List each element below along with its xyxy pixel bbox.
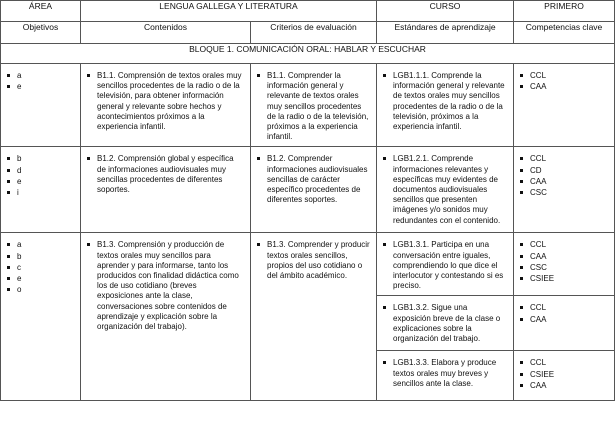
contenido-text: B1.2. Comprensión global y específica de informaciones audiovisuales muy sencillas procedentes de diferentes soportes. — [97, 154, 234, 195]
bullet-icon — [7, 277, 10, 280]
competencia-item: CAA — [520, 252, 608, 262]
competencia-item: CSIEE — [520, 274, 608, 284]
col-header-contenidos-label: Contenidos — [143, 22, 187, 32]
objective-item: e — [7, 82, 74, 92]
bullet-icon — [520, 373, 523, 376]
bullet-icon — [383, 74, 386, 77]
competencia-item: CCL — [520, 358, 608, 368]
estandar-cell — [377, 296, 514, 351]
objective-item: a — [7, 71, 74, 81]
competencia-item: CCL — [520, 71, 608, 81]
col-header-estandares-label: Estándares de aprendizaje — [394, 22, 496, 32]
bloque-title-cell — [1, 44, 615, 64]
objective-item: o — [7, 285, 74, 295]
col-header-competencias — [514, 22, 615, 44]
criterio-cell — [251, 233, 377, 401]
subject-title: LENGUA GALLEGA Y LITERATURA — [159, 1, 298, 11]
criterio-text: B1.1. Comprender la información general y relevante de textos orales muy sencillos procedentes de la radio o de la televisión, próximos a la experiencia infantil. — [267, 71, 369, 142]
bullet-icon — [87, 74, 90, 77]
col-header-criterios-label: Criterios de evaluación — [270, 22, 357, 32]
competencia-item: CCL — [520, 240, 608, 250]
criterio-cell — [251, 147, 377, 233]
contenido-cell — [81, 147, 251, 233]
bullet-icon — [7, 85, 10, 88]
competencias-cell — [514, 296, 615, 351]
bullet-icon — [520, 157, 523, 160]
competencia-item: CAA — [520, 82, 608, 92]
estandar-text: LGB1.1.1. Comprende la información general y relevante de textos orales muy sencillos procedentes de la radio o de la televisión, próximos a la experiencia infantil. — [393, 71, 505, 132]
bullet-icon — [7, 266, 10, 269]
bullet-icon — [7, 180, 10, 183]
criterio-text: B1.2. Comprender informaciones audiovisuales sencillas de carácter específico procedentes de diferentes soportes. — [267, 154, 368, 205]
col-header-competencias-label: Competencias clave — [525, 22, 603, 32]
bullet-icon — [383, 157, 386, 160]
area-label: ÁREA — [28, 1, 53, 11]
objetivos-cell — [1, 233, 81, 401]
criterio-cell — [251, 64, 377, 147]
bullet-icon — [7, 255, 10, 258]
bullet-icon — [383, 361, 386, 364]
competencia-item: CD — [520, 166, 608, 176]
objective-item: e — [7, 177, 74, 187]
bullet-icon — [520, 361, 523, 364]
competencias-cell — [514, 147, 615, 233]
contenido-text: B1.1. Comprensión de textos orales muy sencillos procedentes de la radio o de la televisión, para obtener información general y relevante sobre hechos y acontecimientos próximos a la experiencia infantil. — [97, 71, 242, 132]
bullet-icon — [87, 157, 90, 160]
bullet-icon — [7, 191, 10, 194]
contenido-text: B1.3. Comprensión y producción de textos orales muy sencillos para aprender y para informarse, tanto los producidos con finalidad didáctica como los de uso cotidiano (breves exposiciones ante la clase, conversaciones sobre contenidos de aprendizaje y explicación sobre la organización del trabajo). — [97, 240, 239, 332]
bullet-icon — [520, 243, 523, 246]
subject-cell — [81, 1, 377, 22]
objective-item: i — [7, 188, 74, 198]
bullet-icon — [383, 243, 386, 246]
objective-item: b — [7, 252, 74, 262]
competencia-item: CCL — [520, 154, 608, 164]
bullet-icon — [7, 288, 10, 291]
course-value: PRIMERO — [544, 1, 584, 11]
competencia-item: CAA — [520, 315, 608, 325]
bullet-icon — [257, 74, 260, 77]
criterio-text: B1.3. Comprender y producir textos orales sencillos, propios del uso cotidiano o del ámbito académico. — [267, 240, 370, 281]
estandar-cell — [377, 147, 514, 233]
objective-item: b — [7, 154, 74, 164]
col-header-objetivos — [1, 22, 81, 44]
estandar-text: LGB1.3.2. Sigue una exposición breve de la clase o explicaciones sobre la organización del trabajo. — [393, 303, 501, 344]
estandar-text: LGB1.3.3. Elabora y produce textos orales muy breves y sencillos ante la clase. — [393, 358, 497, 388]
bullet-icon — [520, 191, 523, 194]
objective-item: e — [7, 274, 74, 284]
course-label-cell — [377, 1, 514, 22]
bullet-icon — [520, 255, 523, 258]
bloque-row — [1, 44, 615, 64]
bullet-icon — [520, 384, 523, 387]
estandar-cell — [377, 64, 514, 147]
bullet-icon — [520, 306, 523, 309]
estandar-text: LGB1.3.1. Participa en una conversación entre iguales, comprendiendo lo que dice el interlocutor y contestando si es preciso. — [393, 240, 504, 291]
table-row — [1, 64, 615, 147]
table-row — [1, 233, 615, 296]
area-label-cell — [1, 1, 81, 22]
contenido-cell — [81, 233, 251, 401]
competencias-cell — [514, 351, 615, 401]
course-value-cell — [514, 1, 615, 22]
competencias-cell — [514, 233, 615, 296]
bullet-icon — [257, 243, 260, 246]
competencia-item: CCL — [520, 303, 608, 313]
col-header-criterios — [251, 22, 377, 44]
bullet-icon — [520, 85, 523, 88]
bullet-icon — [520, 169, 523, 172]
bullet-icon — [383, 306, 386, 309]
col-header-objetivos-label: Objetivos — [22, 22, 59, 32]
competencias-cell — [514, 64, 615, 147]
bullet-icon — [520, 180, 523, 183]
competencia-item: CSC — [520, 188, 608, 198]
competencia-item: CSIEE — [520, 370, 608, 380]
objective-item: a — [7, 240, 74, 250]
bullet-icon — [257, 157, 260, 160]
bullet-icon — [7, 157, 10, 160]
bullet-icon — [7, 169, 10, 172]
bullet-icon — [87, 243, 90, 246]
course-label: CURSO — [429, 1, 461, 11]
col-header-estandares — [377, 22, 514, 44]
column-header-row — [1, 22, 615, 44]
estandar-cell — [377, 233, 514, 296]
bullet-icon — [520, 277, 523, 280]
objective-item: d — [7, 166, 74, 176]
bullet-icon — [7, 74, 10, 77]
objetivos-cell — [1, 64, 81, 147]
table-row — [1, 147, 615, 233]
objective-item: c — [7, 263, 74, 273]
bullet-icon — [520, 318, 523, 321]
contenido-cell — [81, 64, 251, 147]
bullet-icon — [520, 74, 523, 77]
col-header-contenidos — [81, 22, 251, 44]
table-header-row — [1, 1, 615, 22]
objetivos-cell — [1, 147, 81, 233]
competencia-item: CSC — [520, 263, 608, 273]
competencia-item: CAA — [520, 177, 608, 187]
bullet-icon — [520, 266, 523, 269]
bloque-title: BLOQUE 1. COMUNICACIÓN ORAL: HABLAR Y ESCUCHAR — [189, 44, 426, 54]
bullet-icon — [7, 243, 10, 246]
estandar-cell — [377, 351, 514, 401]
competencia-item: CAA — [520, 381, 608, 391]
estandar-text: LGB1.2.1. Comprende informaciones relevantes y específicas muy evidentes de documentos audiovisuales sencillos que presenten imágenes y/o sonidos muy redundantes con el contenido. — [393, 154, 501, 225]
